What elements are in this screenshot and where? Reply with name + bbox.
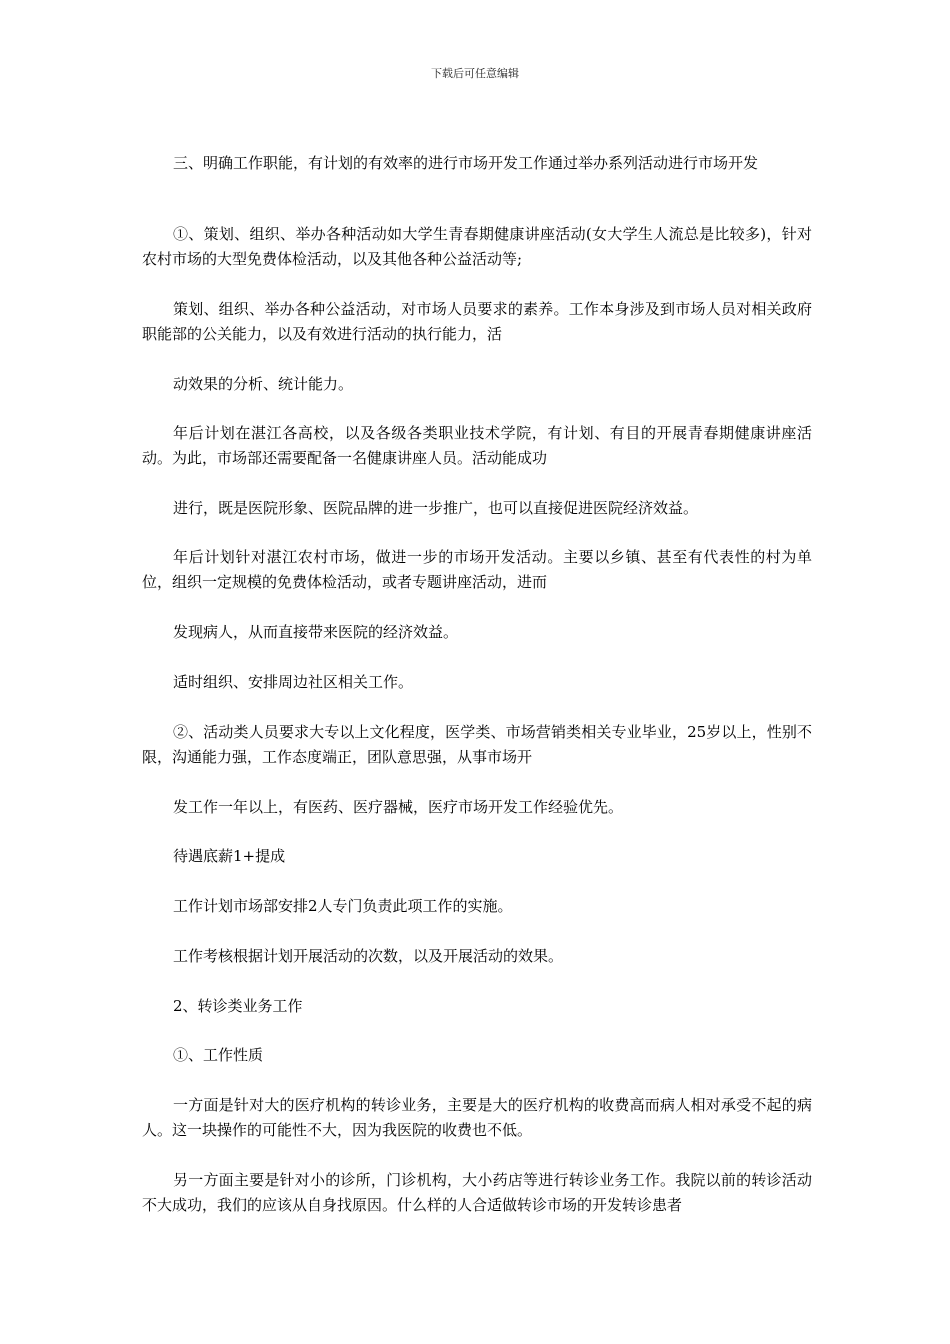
paragraph-brand-promotion: 进行，既是医院形象、医院品牌的进一步推广，也可以直接促进医院经济效益。 [173, 499, 699, 517]
paragraph-activities-list: ①、策划、组织、举办各种活动如大学生青春期健康讲座活动(女大学生人流总是比较多)，针对农村市场的大型免费体检活动，以及其他各种公益活动等; [142, 225, 812, 268]
paragraph-work-plan: 工作计划市场部安排2人专门负责此项工作的实施。 [173, 897, 513, 915]
paragraph-analysis: 动效果的分析、统计能力。 [173, 375, 354, 393]
paragraph-small-clinics: 另一方面主要是针对小的诊所，门诊机构，大小药店等进行转诊业务工作。我院以前的转诊活动不大成功，我们的应该从自身找原因。什么样的人合适做转诊市场的开发转诊患者 [142, 1171, 812, 1214]
paragraph-assessment: 工作考核根据计划开展活动的次数，以及开展活动的效果。 [173, 947, 564, 965]
paragraph-community-work: 适时组织、安排周边社区相关工作。 [173, 673, 414, 691]
paragraph-campus-plan: 年后计划在湛江各高校，以及各级各类职业技术学院，有计划、有目的开展青春期健康讲座活动。为此，市场部还需要配备一名健康讲座人员。活动能成功 [142, 424, 812, 467]
paragraph-section-3-title: 三、明确工作职能，有计划的有效率的进行市场开发工作通过举办系列活动进行市场开发 [173, 154, 759, 172]
paragraph-salary: 待遇底薪1+提成 [173, 847, 286, 865]
paragraph-large-institutions: 一方面是针对大的医疗机构的转诊业务，主要是大的医疗机构的收费高而病人相对承受不起的病人。这一块操作的可能性不大，因为我医院的收费也不低。 [142, 1096, 812, 1139]
paragraph-rural-plan: 年后计划针对湛江农村市场，做进一步的市场开发活动。主要以乡镇、甚至有代表性的村为单位，组织一定规模的免费体检活动，或者专题讲座活动，进而 [142, 548, 812, 591]
paragraph-economic-benefit: 发现病人，从而直接带来医院的经济效益。 [173, 623, 459, 641]
paragraph-staff-requirements: ②、活动类人员要求大专以上文化程度，医学类、市场营销类相关专业毕业，25岁以上，性别不限，沟通能力强，工作态度端正，团队意思强，从事市场开 [142, 723, 812, 766]
paragraph-section-2-title: 2、转诊类业务工作 [173, 997, 303, 1015]
paragraph-requirements: 策划、组织、举办各种公益活动，对市场人员要求的素养。工作本身涉及到市场人员对相关政府职能部的公关能力，以及有效进行活动的执行能力，活 [142, 300, 812, 343]
paragraph-experience: 发工作一年以上，有医药、医疗器械，医疗市场开发工作经验优先。 [173, 798, 624, 816]
paragraph-work-nature: ①、工作性质 [173, 1046, 264, 1064]
page-header-note: 下载后可任意编辑 [431, 67, 519, 80]
